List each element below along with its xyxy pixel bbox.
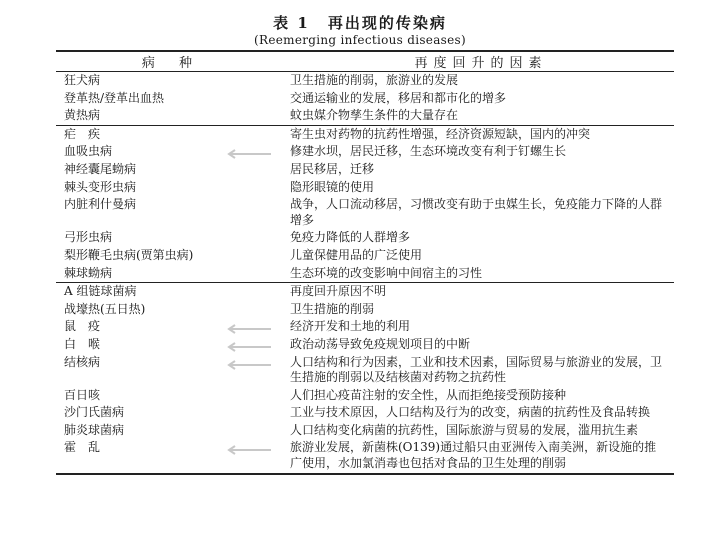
table-row xyxy=(56,125,674,143)
disease-cell: 狂犬病 xyxy=(64,73,101,87)
disease-cell: 血吸虫病 xyxy=(64,144,113,159)
factor-cell: 居民移居，迁移 xyxy=(290,161,375,176)
factor-cell: 人口结构变化病菌的抗药性，国际旅游与贸易的发展，滥用抗生素 xyxy=(290,422,639,437)
table-number: 表 1 xyxy=(273,14,310,32)
table-title xyxy=(0,12,720,33)
table-row xyxy=(56,107,674,125)
disease-cell: 百日咳 xyxy=(64,387,101,402)
disease-cell: 肺炎球菌病 xyxy=(64,422,125,437)
factor-cell: 经济开发和土地的利用 xyxy=(290,319,411,334)
disease-cell: 疟 疾 xyxy=(56,125,288,143)
table-row xyxy=(56,439,674,472)
table-row xyxy=(56,318,674,336)
disease-cell: 战壕热(五日热) xyxy=(64,301,146,316)
factor-cell: 旅游业发展，新菌株(O139)通过船只由亚洲传入南美洲，新设施的推广使用，水加氯消毒也包括对食品的卫生处理的削弱 xyxy=(290,440,657,471)
disease-cell: A 组链球菌病 xyxy=(56,283,288,301)
factor-cell: 卫生措施的削弱，旅游业的发展 xyxy=(290,73,459,87)
factor-cell: 政治动荡导致免疫规划项目的中断 xyxy=(290,336,471,351)
disease-cell: 神经囊尾蚴病 xyxy=(64,161,137,176)
disease-cell: 内脏利什曼病 xyxy=(64,197,137,212)
factor-cell: 生态环境的改变影响中间宿主的习性 xyxy=(290,265,483,280)
table-row xyxy=(56,247,674,265)
table-header-row xyxy=(56,52,674,72)
table-row xyxy=(56,387,674,405)
disease-cell: 沙门氏菌病 xyxy=(64,405,125,420)
factor-cell: 寄生虫对药物的抗药性增强，经济资源短缺，国内的冲突 xyxy=(288,125,674,143)
table-row xyxy=(56,283,674,301)
factor-cell: 人口结构和行为因素，工业和技术因素，国际贸易与旅游业的发展，卫生措施的削弱以及结核菌对药物之抗药性 xyxy=(290,354,663,385)
factor-cell: 蚊虫媒介物孳生条件的大量存在 xyxy=(290,108,459,123)
disease-cell: 鼠 疫 xyxy=(64,319,101,334)
table-row xyxy=(56,301,674,319)
factor-cell: 交通运输业的发展，移居和都市化的增多 xyxy=(290,90,507,105)
disease-cell: 棘球蚴病 xyxy=(64,265,113,280)
table-row xyxy=(56,179,674,197)
left-arrow-icon xyxy=(226,360,272,370)
disease-cell: 梨形鞭毛虫病(贾第虫病) xyxy=(64,247,194,262)
disease-cell: 白 喉 xyxy=(64,336,101,351)
disease-cell: 棘头变形虫病 xyxy=(64,179,137,194)
factor-cell: 修建水坝，居民迁移，生态环境改变有利于钉螺生长 xyxy=(290,144,567,159)
factor-cell: 再度回升原因不明 xyxy=(288,283,674,301)
disease-cell: 黄热病 xyxy=(64,108,101,123)
table-row xyxy=(56,404,674,422)
factor-cell: 隐形眼镜的使用 xyxy=(290,179,375,194)
table-row xyxy=(56,422,674,440)
column-header-disease: 病 种 xyxy=(56,52,288,72)
disease-cell: 霍 乱 xyxy=(64,440,101,455)
table-subtitle: (Reemerging infectious diseases) xyxy=(254,33,466,47)
disease-table xyxy=(56,50,674,475)
column-header-factors: 再度回升的因素 xyxy=(288,52,674,72)
table-row xyxy=(56,196,674,229)
table-body xyxy=(56,72,674,473)
disease-cell: 登革热/登革出血热 xyxy=(64,90,165,105)
left-arrow-icon xyxy=(226,149,272,159)
table-row xyxy=(56,354,674,387)
table-row xyxy=(56,90,674,108)
factor-cell: 卫生措施的削弱 xyxy=(290,301,375,316)
table-row xyxy=(56,229,674,247)
factor-cell: 人们担心疫苗注射的安全性，从而拒绝接受预防接种 xyxy=(290,387,567,402)
factor-cell: 儿童保健用品的广泛使用 xyxy=(290,247,423,262)
table-row xyxy=(56,143,674,161)
factor-cell: 工业与技术原因，人口结构及行为的改变，病菌的抗药性及食品转换 xyxy=(290,405,651,420)
disease-cell: 弓形虫病 xyxy=(64,230,113,245)
table-row xyxy=(56,336,674,354)
disease-cell: 结核病 xyxy=(64,354,101,369)
table-row xyxy=(56,265,674,283)
left-arrow-icon xyxy=(226,445,272,455)
table-title-text: 再出现的传染病 xyxy=(327,14,447,32)
table-row xyxy=(56,161,674,179)
table-row xyxy=(56,72,674,90)
left-arrow-icon xyxy=(226,342,272,352)
factor-cell: 战争，人口流动移居，习惯改变有助于虫媒生长，免疫能力下降的人群增多 xyxy=(290,197,663,227)
factor-cell: 免疫力降低的人群增多 xyxy=(290,230,411,245)
left-arrow-icon xyxy=(226,324,272,334)
